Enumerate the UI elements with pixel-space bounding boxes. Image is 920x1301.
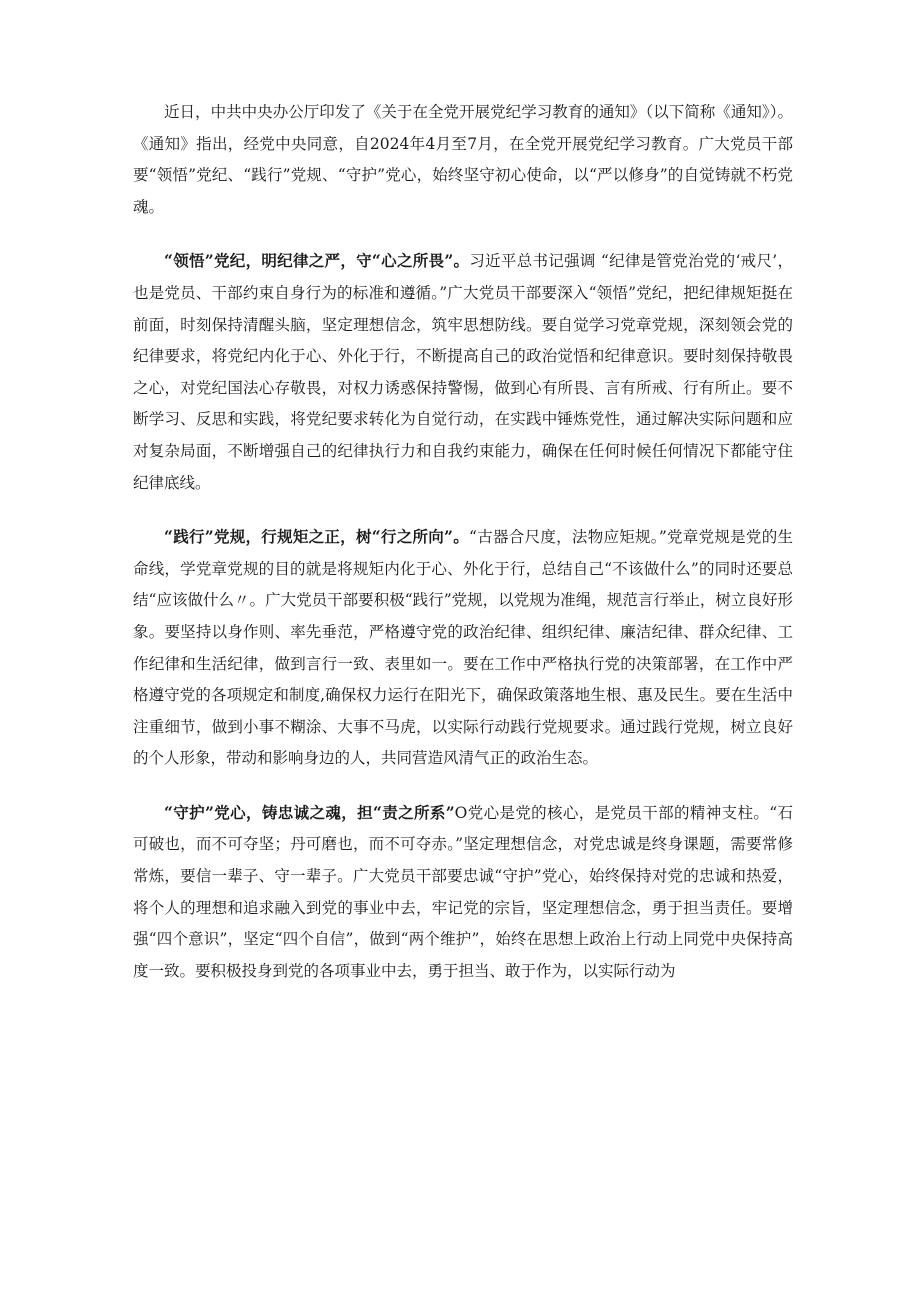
section-paragraph-guard — [133, 797, 793, 988]
paragraph-text: 习近平总书记强调 “纪律是管党治党的‘戒尺’，也是党员、干部约束自身行为的标准和遵循。”广大党员干部要深入“领悟”党纪，把纪律规矩挺在前面，时刻保持清醒头脑，坚定理想信念，筑牢思想防线。要自觉学习党章党规，深刻领会党的纪律要求，将党纪内化于心、外化于行，不断提高自己的政治觉悟和纪律意识。要时刻保持敬畏之心，对党纪国法心存敬畏，对权力诱惑保持警惕，做到心有所畏、言有所戒、行有所止。要不断学习、反思和实践，将党纪要求转化为自觉行动，在实践中锤炼党性，通过解决实际问题和应对复杂局面，不断增强自己的纪律执行力和自我约束能力，确保在任何时候任何情况下都能守住纪律底线。 — [133, 252, 793, 492]
paragraph-lead: “守护”党心，铸忠诚之魂，担“责之所系” — [164, 802, 455, 822]
paragraph-text: “古器合尺度，法物应矩规。”党章党规是党的生命线，学党章党规的目的就是将规矩内化于心、外化于行，总结自己“不该做什么”的同时还要总结“应该做什么〃。广大党员干部要积极“践行”党规，以党规为准绳，规范言行举止，树立良好形象。要坚持以身作则、率先垂范，严格遵守党的政治纪律、组织纪律、廉洁纪律、群众纪律、工作纪律和生活纪律，做到言行一致、表里如一。要在工作中严格执行党的决策部署，在工作中严格遵守党的各项规定和制度,确保权力运行在阳光下，确保政策落地生根、惠及民生。要在生活中注重细节，做到小事不糊涂、大事不马虎，以实际行动践行党规要求。通过践行党规，树立良好的个人形象，带动和影响身边的人，共同营造风清气正的政治生态。 — [133, 528, 793, 768]
intro-paragraph — [133, 96, 793, 223]
paragraph-text: O党心是党的核心，是党员干部的精神支柱。“石可破也，而不可夺坚；丹可磨也，而不可夺赤。”坚定理想信念，对党忠诚是终身课题，需要常修常炼，要信一辈子、守一辈子。广大党员干部要忠诚“守护”党心，始终保持对党的忠诚和热爱，将个人的理想和追求融入到党的事业中去，牢记党的宗旨，坚定理想信念，勇于担当责任。要增强“四个意识”，坚定“四个自信”，做到“两个维护”，始终在思想上政治上行动上同党中央保持高度一致。要积极投身到党的各项事业中去，勇于担当、敢于作为，以实际行动为 — [133, 803, 793, 980]
document-page — [133, 96, 793, 987]
section-paragraph-practice — [133, 521, 793, 775]
paragraph-lead: “践行”党规，行规矩之正，树“行之所向”。 — [164, 527, 470, 547]
paragraph-text: 近日，中共中央办公厅印发了《关于在全党开展党纪学习教育的通知》（以下简称《通知》）。《通知》指出，经党中央同意，自2024年4月至7月，在全党开展党纪学习教育。广大党员干部要“领悟”党纪、“践行”党规、“守护”党心，始终坚守初心使命，以“严以修身”的自觉铸就不朽党魂。 — [133, 103, 793, 216]
paragraph-lead: “领悟”党纪，明纪律之严，守“心之所畏”。 — [164, 251, 470, 271]
section-paragraph-comprehend — [133, 245, 793, 499]
